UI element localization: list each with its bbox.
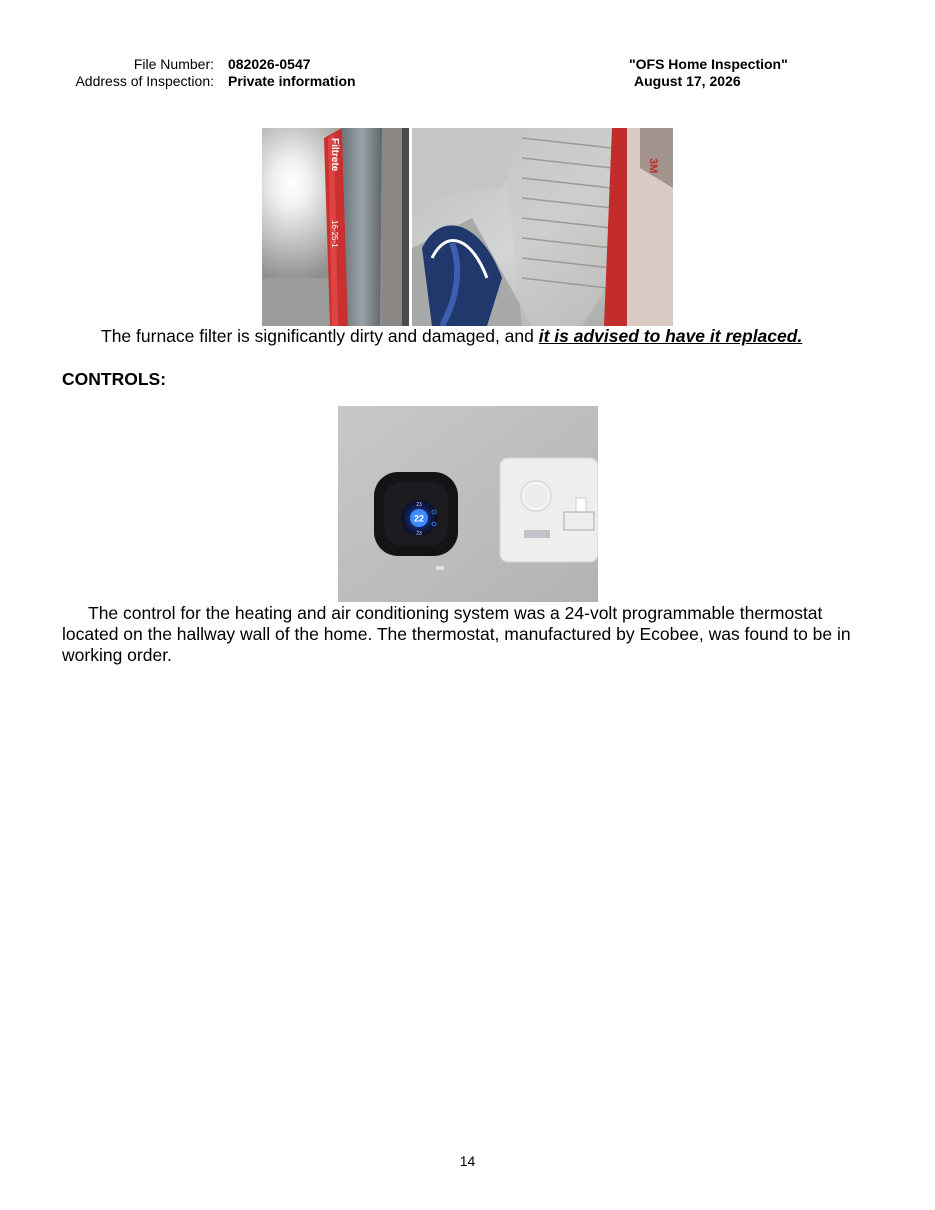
filter-size-text: 16-25-1 [330,220,339,248]
company-name: "OFS Home Inspection" [629,56,788,72]
page-number: 14 [459,1153,476,1169]
filter-caption-prefix: The furnace filter is significantly dirty and damaged, and [101,326,539,346]
furnace-filter-photo-right [412,128,673,326]
filter-caption [101,326,802,347]
filter-maker-text: 3M [647,158,659,174]
thermostat-setpoint-top: 23 [416,502,422,508]
controls-paragraph: The control for the heating and air conditioning system was a 24-volt programmable thermostat located on the hallway wall of the home. The thermostat, manufactured by Ecobee, was found to be in working order. [62,603,851,665]
address-label: Address of Inspection: [75,73,214,89]
inspection-date: August 17, 2026 [634,73,741,89]
furnace-filter-photo-left [262,128,409,326]
thermostat-setpoint-bottom: 23 [416,531,422,537]
filter-caption-warning: it is advised to have it replaced. [538,326,803,346]
filter-brand-text: Filtrete [329,138,340,172]
controls-heading: CONTROLS: [62,369,167,389]
thermostat-photo [338,406,598,602]
file-number-label: File Number: [133,56,214,72]
address-value: Private information [228,73,356,89]
thermostat-temperature: 22 [413,513,425,524]
file-number-value: 082026-0547 [228,56,311,72]
